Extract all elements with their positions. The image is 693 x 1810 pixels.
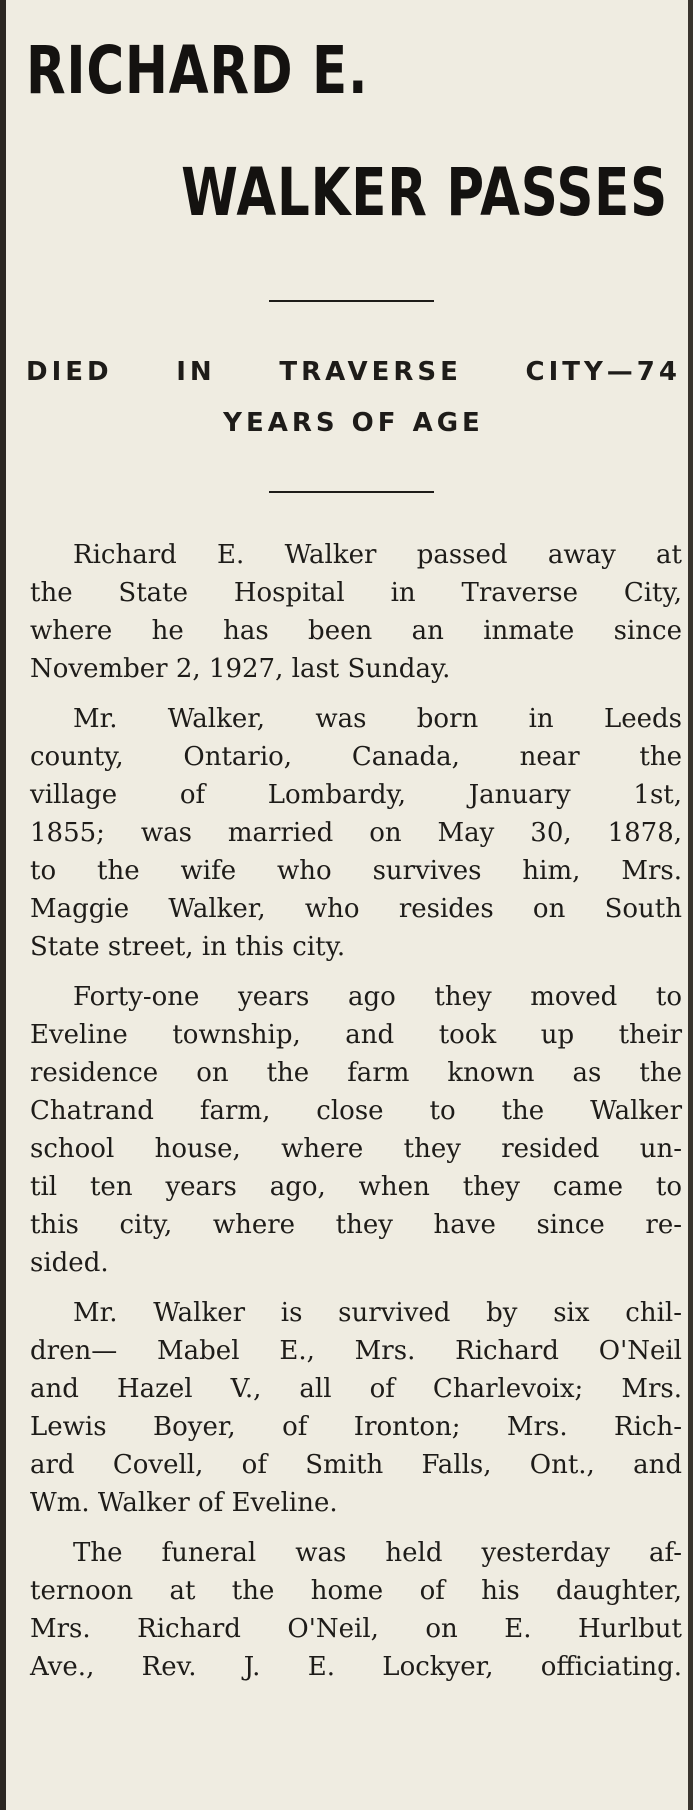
text-line: November 2, 1927, last Sunday. [30,654,451,684]
text-line: Eveline township, and took up their [30,1020,682,1050]
paragraph [30,1294,682,1522]
text-line: til ten years ago, when they came to [30,1172,682,1202]
paragraph [30,1534,682,1686]
text-line: to the wife who survives him, Mrs. [30,856,682,886]
text-line: Maggie Walker, who resides on South [30,894,682,924]
text-line: the State Hospital in Traverse City, [30,578,682,608]
text-line: Mr. Walker is survived by six chil- [73,1298,682,1328]
text-line: village of Lombardy, January 1st, [30,780,682,810]
text-line: this city, where they have since re- [30,1210,682,1240]
paragraph [30,536,682,688]
text-line: Forty-one years ago they moved to [73,982,682,1012]
text-line: Lewis Boyer, of Ironton; Mrs. Rich- [30,1412,682,1442]
text-line: ternoon at the home of his daughter, [30,1576,682,1606]
text-line: and Hazel V., all of Charlevoix; Mrs. [30,1374,682,1404]
text-line: Mrs. Richard O'Neil, on E. Hurlbut [30,1614,682,1644]
text-line: Ave., Rev. J. E. Lockyer, officiating. [30,1652,682,1682]
text-line: Richard E. Walker passed away at [73,540,682,570]
text-line: sided. [30,1248,109,1278]
headline-line-1: RICHARD E. [26,32,369,109]
text-line: Mr. Walker, was born in Leeds [73,704,682,734]
subheadline-line-2: YEARS OF AGE [223,408,484,438]
headline-line-2: WALKER PASSES [181,154,668,231]
text-line: where he has been an inmate since [30,616,682,646]
divider-rule [269,300,434,302]
paragraph [30,700,682,966]
text-line: Wm. Walker of Eveline. [30,1488,338,1518]
text-line: ard Covell, of Smith Falls, Ont., and [30,1450,682,1480]
text-line: dren— Mabel E., Mrs. Richard O'Neil [30,1336,682,1366]
article-body [30,536,682,1698]
text-line: 1855; was married on May 30, 1878, [30,818,682,848]
text-line: State street, in this city. [30,932,346,962]
divider-rule [269,491,434,493]
subheadline-line-1: DIED IN TRAVERSE CITY—74 [26,357,681,387]
text-line: The funeral was held yesterday af- [73,1538,682,1568]
text-line: Chatrand farm, close to the Walker [30,1096,682,1126]
paragraph [30,978,682,1282]
text-line: county, Ontario, Canada, near the [30,742,682,772]
text-line: school house, where they resided un- [30,1134,682,1164]
text-line: residence on the farm known as the [30,1058,682,1088]
